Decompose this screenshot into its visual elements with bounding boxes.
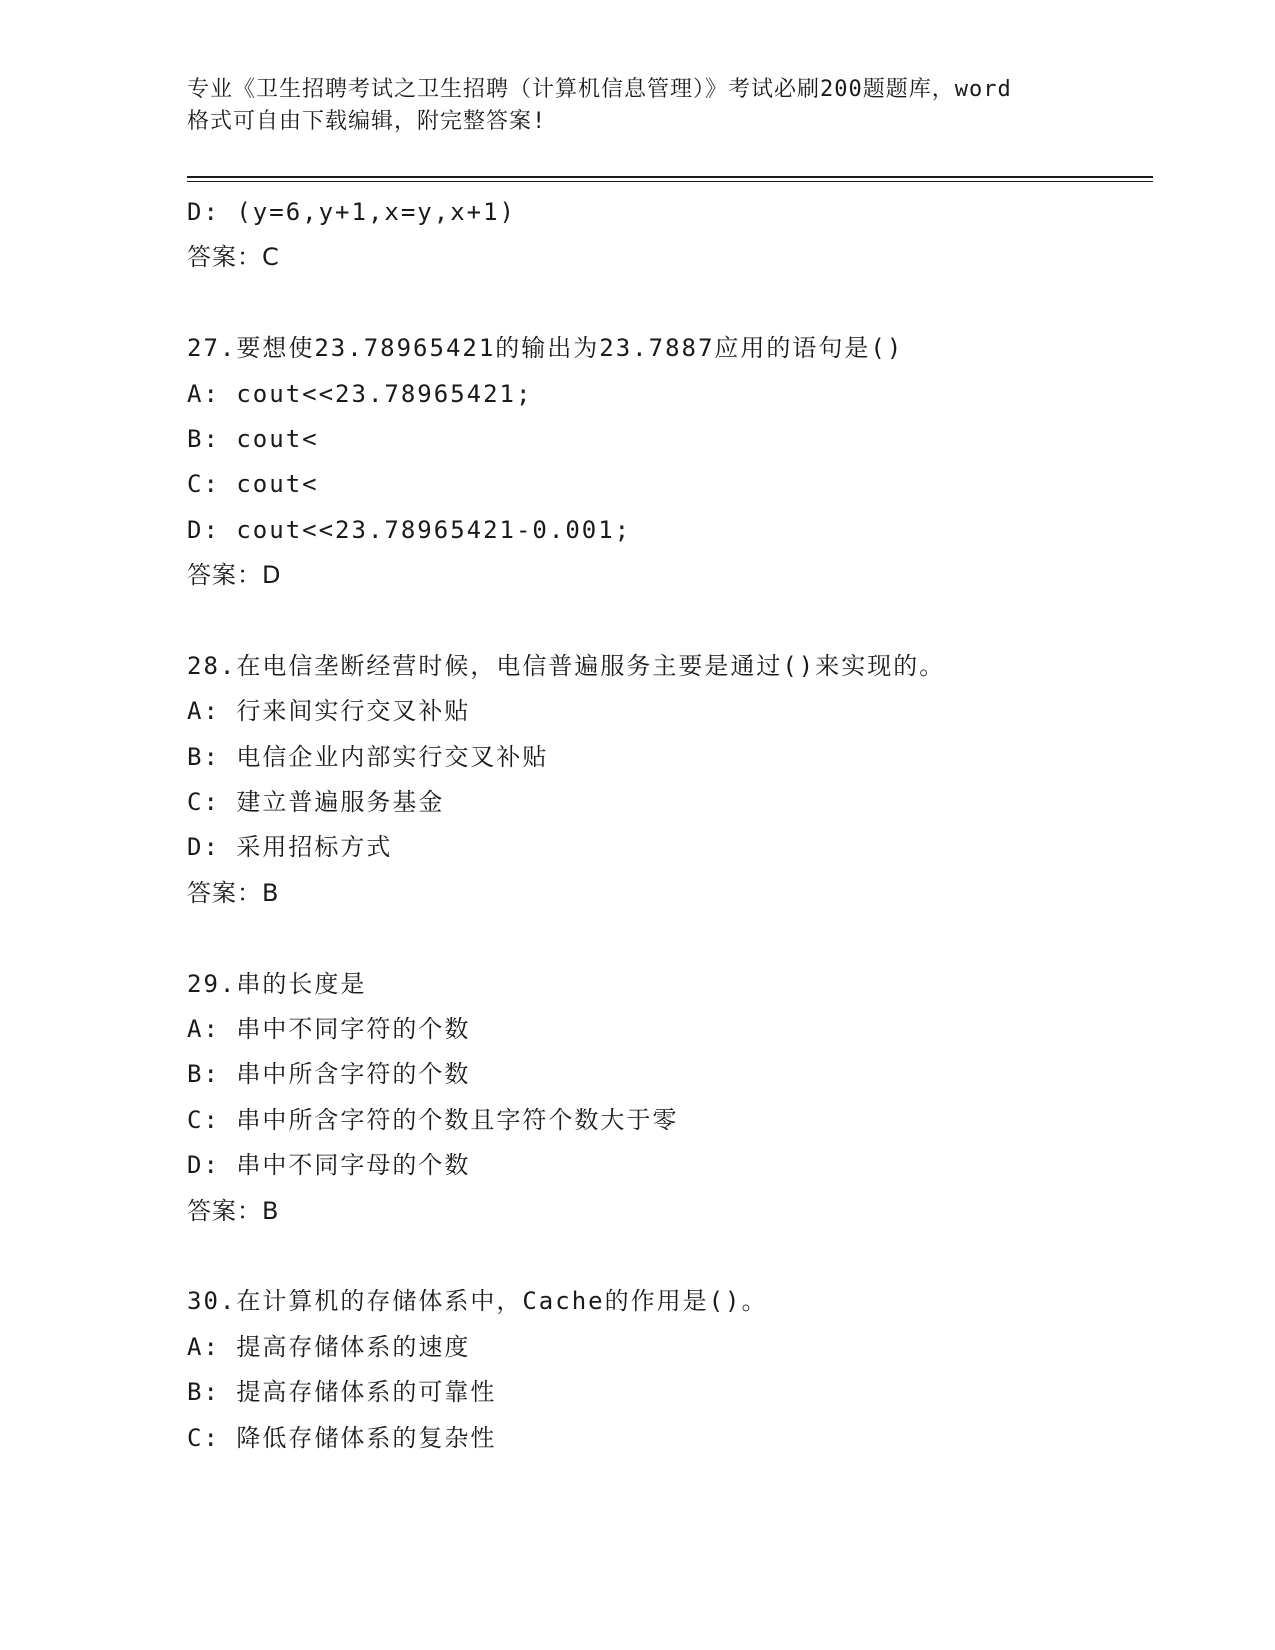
answer-line: 答案：B xyxy=(187,1196,280,1225)
question-stem: 28.在电信垄断经营时候，电信普遍服务主要是通过()来实现的。 xyxy=(187,651,946,680)
question-28 xyxy=(187,644,1153,916)
option-a: A: 提高存储体系的速度 xyxy=(187,1332,471,1361)
option-d: D: cout<<23.78965421-0.001; xyxy=(187,515,632,544)
option-c: C: 降低存储体系的复杂性 xyxy=(187,1423,497,1452)
option-d: D: (y=6,y+1,x=y,x+1) xyxy=(187,198,516,226)
question-stem: 30.在计算机的存储体系中，Cache的作用是()。 xyxy=(187,1287,768,1316)
option-b: B: 提高存储体系的可靠性 xyxy=(187,1378,497,1407)
option-d: D: 串中不同字母的个数 xyxy=(187,1151,471,1180)
document-header xyxy=(187,74,1107,138)
spacer xyxy=(187,1234,1153,1279)
header-divider-thick xyxy=(187,176,1153,178)
header-title-line-2: 格式可自由下载编辑，附完整答案! xyxy=(187,109,547,134)
option-c: C: cout< xyxy=(187,470,319,499)
previous-question-tail xyxy=(187,190,1153,281)
question-27 xyxy=(187,326,1153,598)
option-a: A: 串中不同字符的个数 xyxy=(187,1015,471,1044)
option-d: D: 采用招标方式 xyxy=(187,833,393,862)
answer-line: 答案：B xyxy=(187,878,280,907)
header-divider-thin xyxy=(187,181,1153,182)
option-b: B: cout< xyxy=(187,424,319,453)
header-title-line-1: 专业《卫生招聘考试之卫生招聘（计算机信息管理）》考试必刷200题题库，word xyxy=(187,77,1012,102)
option-c: C: 串中所含字符的个数且字符个数大于零 xyxy=(187,1105,679,1134)
question-list xyxy=(187,190,1153,1461)
spacer xyxy=(187,599,1153,644)
option-a: A: cout<<23.78965421; xyxy=(187,379,533,408)
question-stem: 29.串的长度是 xyxy=(187,969,367,998)
option-b: B: 电信企业内部实行交叉补贴 xyxy=(187,742,549,771)
option-b: B: 串中所含字符的个数 xyxy=(187,1060,471,1089)
spacer xyxy=(187,281,1153,326)
answer-line: 答案：C xyxy=(187,243,280,272)
spacer xyxy=(187,916,1153,961)
question-29 xyxy=(187,962,1153,1234)
question-30 xyxy=(187,1279,1153,1461)
option-c: C: 建立普遍服务基金 xyxy=(187,788,445,817)
option-a: A: 行来间实行交叉补贴 xyxy=(187,697,471,726)
question-stem: 27.要想使23.78965421的输出为23.7887应用的语句是() xyxy=(187,334,904,363)
answer-line: 答案：D xyxy=(187,561,282,590)
